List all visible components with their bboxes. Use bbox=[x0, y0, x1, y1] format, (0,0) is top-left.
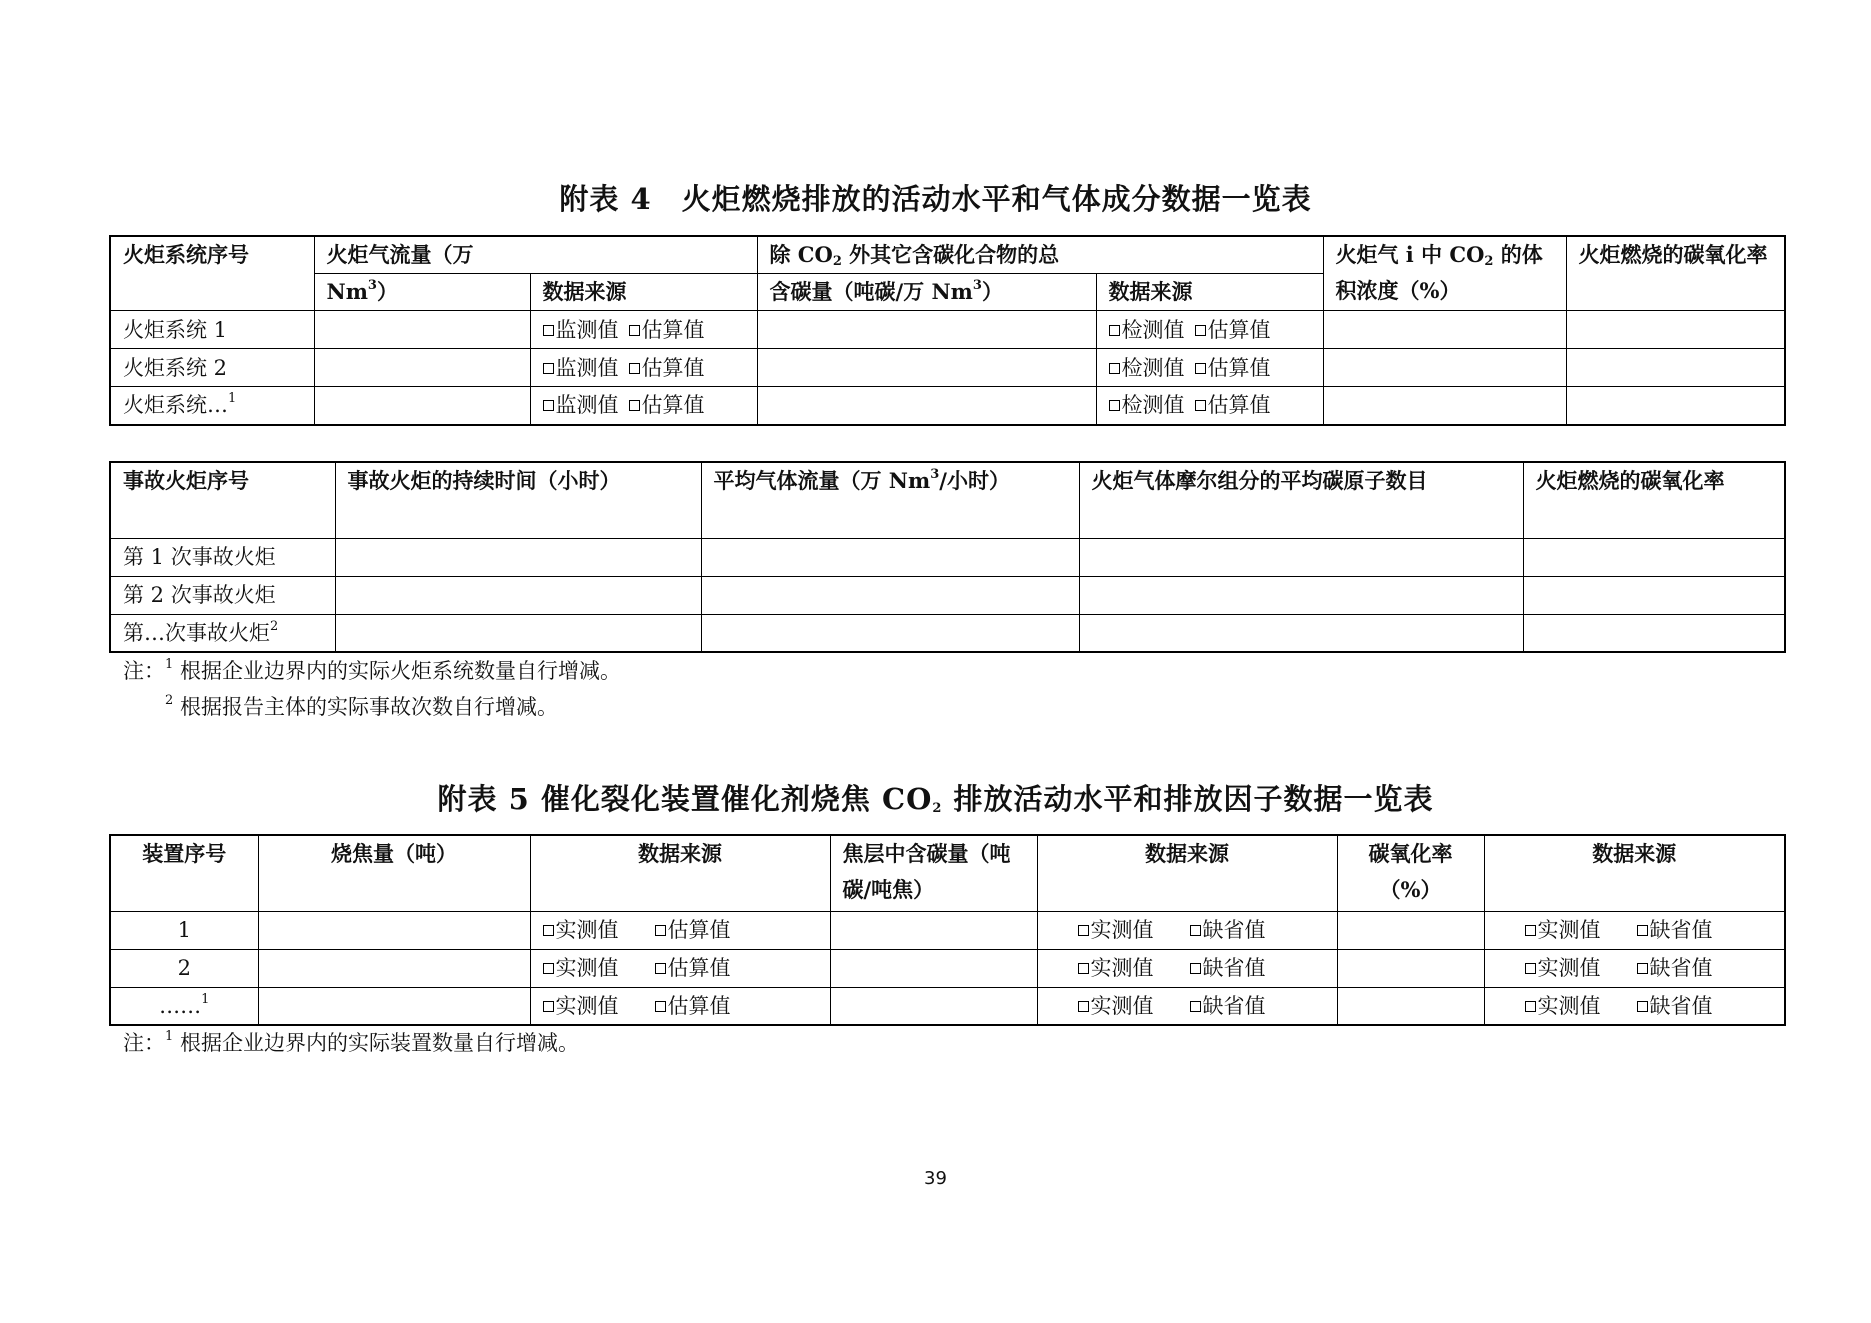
source-2-cell bbox=[1037, 987, 1337, 1025]
checkbox-option[interactable]: 缺省值 bbox=[1190, 988, 1266, 1024]
checkbox-option[interactable]: 缺省值 bbox=[1637, 950, 1713, 986]
checkbox-icon bbox=[1525, 1001, 1536, 1012]
checkbox-option[interactable]: 估算值 bbox=[629, 312, 705, 348]
checkbox-option[interactable]: 实测值 bbox=[1078, 912, 1154, 948]
duration-cell[interactable] bbox=[335, 538, 701, 576]
checkbox-icon bbox=[629, 400, 640, 411]
source-3-cell bbox=[1484, 911, 1785, 949]
header-coke-amount: 烧焦量（吨） bbox=[258, 835, 530, 911]
header-carbon-atoms: 火炬气体摩尔组分的平均碳原子数目 bbox=[1079, 462, 1523, 538]
header-flow-unit: Nm$^3$） bbox=[314, 274, 530, 311]
checkbox-icon bbox=[1637, 963, 1648, 974]
checkbox-icon bbox=[1109, 400, 1120, 411]
checkbox-option[interactable]: 监测值 bbox=[543, 312, 619, 348]
source-3-cell bbox=[1484, 949, 1785, 987]
checkbox-option[interactable]: 检测值 bbox=[1109, 312, 1185, 348]
checkbox-option[interactable]: 缺省值 bbox=[1190, 912, 1266, 948]
header-source-2: 数据来源 bbox=[1037, 835, 1337, 911]
table-row bbox=[110, 311, 1785, 349]
source-2-cell bbox=[1037, 911, 1337, 949]
header-carbon-unit: 含碳量（吨碳/万 Nm$^3$） bbox=[757, 274, 1096, 311]
catalyst-coking-table bbox=[109, 834, 1786, 1026]
checkbox-icon bbox=[1195, 325, 1206, 336]
header-carbon-content: 除 $CO_2$ 外其它含碳化合物的总 bbox=[757, 236, 1323, 274]
checkbox-icon bbox=[543, 925, 554, 936]
flare-activity-table bbox=[109, 235, 1786, 426]
co2-concentration-cell[interactable] bbox=[1323, 349, 1566, 387]
header-source-1: 数据来源 bbox=[530, 835, 830, 911]
average-flow-cell[interactable] bbox=[701, 538, 1079, 576]
header-oxidation-rate: 碳氧化率（%） bbox=[1337, 835, 1484, 911]
carbon-atoms-cell[interactable] bbox=[1079, 614, 1523, 652]
flow-source-cell bbox=[530, 349, 757, 387]
table-row bbox=[110, 949, 1785, 987]
page-number: 39 bbox=[924, 1168, 947, 1189]
header-flow-source: 数据来源 bbox=[530, 274, 757, 311]
checkbox-option[interactable]: 实测值 bbox=[1525, 950, 1601, 986]
checkbox-icon bbox=[543, 963, 554, 974]
carbon-source-cell bbox=[1096, 387, 1323, 425]
checkbox-icon bbox=[1190, 1001, 1201, 1012]
checkbox-option[interactable]: 估算值 bbox=[655, 950, 731, 986]
co2-concentration-cell[interactable] bbox=[1323, 387, 1566, 425]
checkbox-option[interactable]: 监测值 bbox=[543, 387, 619, 423]
source-3-cell bbox=[1484, 987, 1785, 1025]
flow-rate-cell[interactable] bbox=[314, 387, 530, 425]
checkbox-option[interactable]: 检测值 bbox=[1109, 350, 1185, 386]
checkbox-option[interactable]: 缺省值 bbox=[1637, 988, 1713, 1024]
checkbox-icon bbox=[1195, 363, 1206, 374]
header-carbon-content: 焦层中含碳量（吨碳/吨焦） bbox=[830, 835, 1037, 911]
row-label: 火炬系统 1 bbox=[110, 311, 314, 349]
checkbox-icon bbox=[1195, 400, 1206, 411]
header-oxidation-rate: 火炬燃烧的碳氧化率 bbox=[1523, 462, 1785, 538]
row-label: 第 2 次事故火炬 bbox=[110, 576, 335, 614]
table-row bbox=[110, 614, 1785, 652]
row-label: 火炬系统 2 bbox=[110, 349, 314, 387]
carbon-content-cell[interactable] bbox=[757, 311, 1096, 349]
checkbox-option[interactable]: 实测值 bbox=[543, 950, 619, 986]
oxidation-rate-cell[interactable] bbox=[1337, 987, 1484, 1025]
carbon-source-cell bbox=[1096, 349, 1323, 387]
table4-title: 附表 4 火炬燃烧排放的活动水平和气体成分数据一览表 bbox=[559, 182, 1312, 216]
flow-rate-cell[interactable] bbox=[314, 311, 530, 349]
checkbox-option[interactable]: 估算值 bbox=[655, 912, 731, 948]
source-1-cell bbox=[530, 911, 830, 949]
carbon-content-cell[interactable] bbox=[757, 349, 1096, 387]
checkbox-option[interactable]: 估算值 bbox=[1195, 387, 1271, 423]
header-duration: 事故火炬的持续时间（小时） bbox=[335, 462, 701, 538]
checkbox-option[interactable]: 估算值 bbox=[1195, 312, 1271, 348]
average-flow-cell[interactable] bbox=[701, 614, 1079, 652]
oxidation-rate-cell[interactable] bbox=[1523, 614, 1785, 652]
coke-amount-cell[interactable] bbox=[258, 949, 530, 987]
carbon-content-cell[interactable] bbox=[830, 949, 1037, 987]
flow-source-cell bbox=[530, 311, 757, 349]
duration-cell[interactable] bbox=[335, 614, 701, 652]
table-row bbox=[110, 349, 1785, 387]
header-system-no: 火炬系统序号 bbox=[110, 236, 314, 311]
coke-amount-cell[interactable] bbox=[258, 987, 530, 1025]
checkbox-icon bbox=[1109, 325, 1120, 336]
checkbox-icon bbox=[1525, 963, 1536, 974]
header-average-flow: 平均气体流量（万 Nm$^3$/小时） bbox=[701, 462, 1079, 538]
checkbox-option[interactable]: 估算值 bbox=[629, 350, 705, 386]
checkbox-option[interactable]: 估算值 bbox=[629, 387, 705, 423]
header-oxidation-rate: 火炬燃烧的碳氧化率 bbox=[1566, 236, 1785, 311]
oxidation-rate-cell[interactable] bbox=[1566, 387, 1785, 425]
table-row bbox=[110, 538, 1785, 576]
checkbox-option[interactable]: 缺省值 bbox=[1637, 912, 1713, 948]
checkbox-icon bbox=[543, 363, 554, 374]
footnote-1: 注：$^1$ 根据企业边界内的实际火炬系统数量自行增减。 bbox=[123, 657, 621, 683]
header-co2-concentration: 火炬气 i 中 $CO_2$ 的体积浓度（%） bbox=[1323, 236, 1566, 311]
row-label: 第…次事故火炬$^2$ bbox=[110, 614, 335, 652]
header-row bbox=[110, 835, 1785, 911]
source-1-cell bbox=[530, 987, 830, 1025]
checkbox-icon bbox=[1190, 925, 1201, 936]
source-1-cell bbox=[530, 949, 830, 987]
header-flow-rate bbox=[314, 236, 757, 274]
checkbox-option[interactable]: 实测值 bbox=[1078, 988, 1154, 1024]
header-accident-no: 事故火炬序号 bbox=[110, 462, 335, 538]
oxidation-rate-cell[interactable] bbox=[1337, 911, 1484, 949]
checkbox-icon bbox=[543, 400, 554, 411]
checkbox-icon bbox=[655, 1001, 666, 1012]
accident-flare-table bbox=[109, 461, 1786, 653]
checkbox-icon bbox=[1525, 925, 1536, 936]
table-row bbox=[110, 576, 1785, 614]
row-label: ……$^1$ bbox=[110, 987, 258, 1025]
footnote-2: $^2$ 根据报告主体的实际事故次数自行增减。 bbox=[165, 693, 558, 719]
header-row bbox=[110, 236, 1785, 274]
checkbox-icon bbox=[629, 363, 640, 374]
checkbox-icon bbox=[1190, 963, 1201, 974]
row-label: 1 bbox=[110, 911, 258, 949]
checkbox-icon bbox=[543, 1001, 554, 1012]
checkbox-option[interactable]: 检测值 bbox=[1109, 387, 1185, 423]
co2-concentration-cell[interactable] bbox=[1323, 311, 1566, 349]
flow-source-cell bbox=[530, 387, 757, 425]
checkbox-option[interactable]: 缺省值 bbox=[1190, 950, 1266, 986]
header-carbon-source: 数据来源 bbox=[1096, 274, 1323, 311]
table5-title: 附表 5 催化裂化装置催化剂烧焦 $CO_2$ 排放活动水平和排放因子数据一览表 bbox=[437, 782, 1434, 816]
checkbox-option[interactable]: 监测值 bbox=[543, 350, 619, 386]
table-row bbox=[110, 387, 1785, 425]
header-source-3: 数据来源 bbox=[1484, 835, 1785, 911]
coke-amount-cell[interactable] bbox=[258, 911, 530, 949]
duration-cell[interactable] bbox=[335, 576, 701, 614]
row-label: 火炬系统…$^1$ bbox=[110, 387, 314, 425]
checkbox-option[interactable]: 实测值 bbox=[1078, 950, 1154, 986]
row-label: 第 1 次事故火炬 bbox=[110, 538, 335, 576]
checkbox-option[interactable]: 实测值 bbox=[543, 912, 619, 948]
checkbox-icon bbox=[543, 325, 554, 336]
row-label: 2 bbox=[110, 949, 258, 987]
carbon-atoms-cell[interactable] bbox=[1079, 538, 1523, 576]
checkbox-option[interactable]: 实测值 bbox=[543, 988, 619, 1024]
checkbox-icon bbox=[1637, 1001, 1648, 1012]
oxidation-rate-cell[interactable] bbox=[1566, 311, 1785, 349]
carbon-atoms-cell[interactable] bbox=[1079, 576, 1523, 614]
checkbox-option[interactable]: 估算值 bbox=[655, 988, 731, 1024]
carbon-source-cell bbox=[1096, 311, 1323, 349]
header-device-no: 装置序号 bbox=[110, 835, 258, 911]
table-row bbox=[110, 987, 1785, 1025]
header-flow-rate-text: 火炬气流量（万 bbox=[326, 242, 474, 267]
checkbox-icon bbox=[655, 963, 666, 974]
checkbox-icon bbox=[1078, 963, 1089, 974]
checkbox-icon bbox=[1078, 1001, 1089, 1012]
checkbox-icon bbox=[1078, 925, 1089, 936]
footnote-3: 注：$^1$ 根据企业边界内的实际装置数量自行增减。 bbox=[123, 1029, 579, 1055]
carbon-content-cell[interactable] bbox=[757, 387, 1096, 425]
average-flow-cell[interactable] bbox=[701, 576, 1079, 614]
carbon-content-cell[interactable] bbox=[830, 911, 1037, 949]
oxidation-rate-cell[interactable] bbox=[1566, 349, 1785, 387]
checkbox-option[interactable]: 估算值 bbox=[1195, 350, 1271, 386]
flow-rate-cell[interactable] bbox=[314, 349, 530, 387]
checkbox-option[interactable]: 实测值 bbox=[1525, 988, 1601, 1024]
checkbox-icon bbox=[1109, 363, 1120, 374]
oxidation-rate-cell[interactable] bbox=[1337, 949, 1484, 987]
oxidation-rate-cell[interactable] bbox=[1523, 576, 1785, 614]
carbon-content-cell[interactable] bbox=[830, 987, 1037, 1025]
table-row bbox=[110, 911, 1785, 949]
checkbox-icon bbox=[629, 325, 640, 336]
checkbox-icon bbox=[1637, 925, 1648, 936]
checkbox-option[interactable]: 实测值 bbox=[1525, 912, 1601, 948]
source-2-cell bbox=[1037, 949, 1337, 987]
checkbox-icon bbox=[655, 925, 666, 936]
header-row bbox=[110, 462, 1785, 538]
oxidation-rate-cell[interactable] bbox=[1523, 538, 1785, 576]
